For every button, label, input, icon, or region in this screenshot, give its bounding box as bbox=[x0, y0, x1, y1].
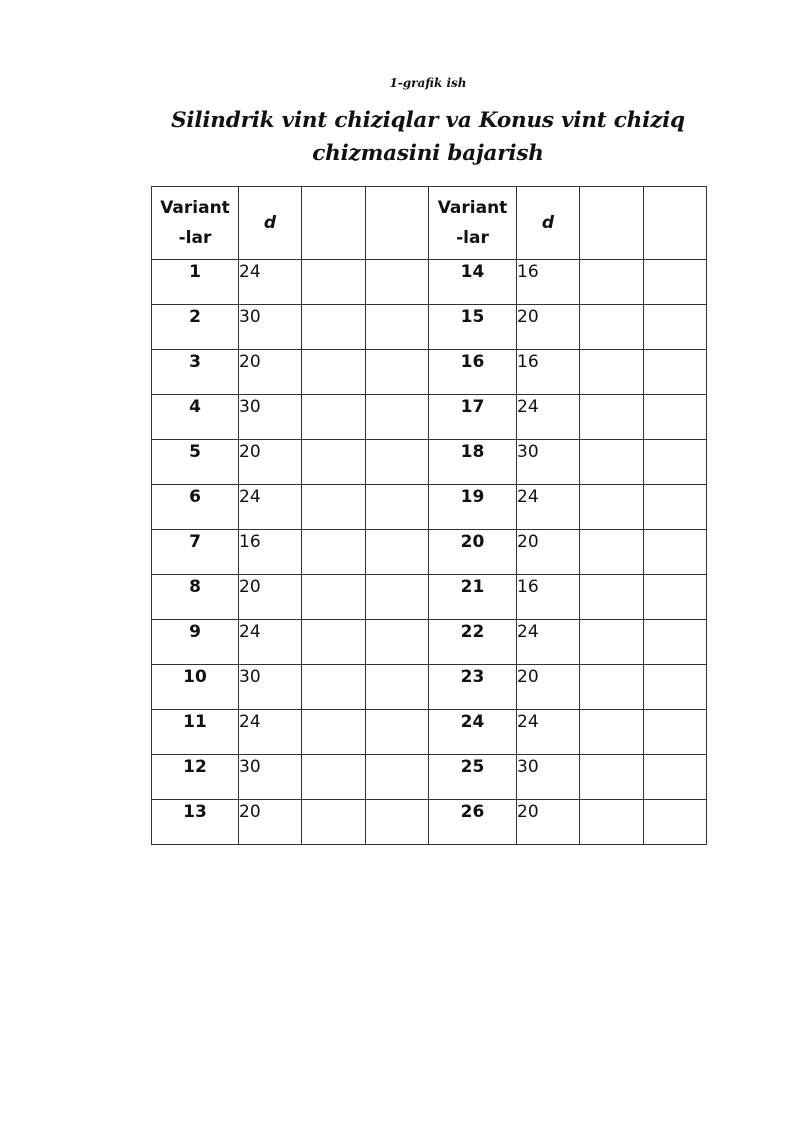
empty-cell bbox=[366, 710, 429, 755]
table-header-row bbox=[152, 187, 707, 260]
variant-number-right: 15 bbox=[429, 305, 517, 350]
variant-number-right: 16 bbox=[429, 350, 517, 395]
header-empty-cell bbox=[302, 187, 366, 260]
d-value-right: 16 bbox=[517, 575, 580, 620]
table-row bbox=[152, 755, 707, 800]
empty-cell bbox=[644, 620, 707, 665]
header-d-right: d bbox=[517, 187, 580, 260]
empty-cell bbox=[580, 350, 644, 395]
d-value-left: 16 bbox=[239, 530, 302, 575]
variant-number-right: 17 bbox=[429, 395, 517, 440]
d-value-left: 30 bbox=[239, 665, 302, 710]
d-value-right: 30 bbox=[517, 755, 580, 800]
header-variant-line1: Variant bbox=[160, 198, 230, 218]
variant-number-right: 26 bbox=[429, 800, 517, 845]
table-row bbox=[152, 665, 707, 710]
empty-cell bbox=[366, 665, 429, 710]
empty-cell bbox=[302, 395, 366, 440]
table-row bbox=[152, 260, 707, 305]
variant-number-left: 8 bbox=[152, 575, 239, 620]
empty-cell bbox=[644, 485, 707, 530]
empty-cell bbox=[644, 305, 707, 350]
empty-cell bbox=[580, 800, 644, 845]
d-value-left: 20 bbox=[239, 800, 302, 845]
empty-cell bbox=[580, 395, 644, 440]
empty-cell bbox=[302, 440, 366, 485]
empty-cell bbox=[366, 440, 429, 485]
variant-number-left: 1 bbox=[152, 260, 239, 305]
variant-number-right: 18 bbox=[429, 440, 517, 485]
variant-number-left: 7 bbox=[152, 530, 239, 575]
empty-cell bbox=[580, 620, 644, 665]
table-row bbox=[152, 620, 707, 665]
d-value-left: 20 bbox=[239, 440, 302, 485]
empty-cell bbox=[302, 485, 366, 530]
variants-table bbox=[151, 186, 707, 845]
d-value-right: 16 bbox=[517, 260, 580, 305]
empty-cell bbox=[366, 350, 429, 395]
empty-cell bbox=[580, 260, 644, 305]
empty-cell bbox=[580, 440, 644, 485]
table-row bbox=[152, 395, 707, 440]
variant-number-right: 23 bbox=[429, 665, 517, 710]
empty-cell bbox=[580, 710, 644, 755]
d-value-left: 24 bbox=[239, 620, 302, 665]
empty-cell bbox=[302, 305, 366, 350]
table-row bbox=[152, 800, 707, 845]
d-value-left: 30 bbox=[239, 395, 302, 440]
d-value-right: 24 bbox=[517, 620, 580, 665]
empty-cell bbox=[644, 665, 707, 710]
d-value-right: 20 bbox=[517, 305, 580, 350]
variant-number-right: 19 bbox=[429, 485, 517, 530]
empty-cell bbox=[644, 260, 707, 305]
d-value-left: 30 bbox=[239, 305, 302, 350]
variant-number-right: 24 bbox=[429, 710, 517, 755]
d-value-right: 24 bbox=[517, 710, 580, 755]
d-value-right: 20 bbox=[517, 800, 580, 845]
d-value-left: 30 bbox=[239, 755, 302, 800]
header-empty-cell bbox=[366, 187, 429, 260]
empty-cell bbox=[580, 485, 644, 530]
document-title: Silindrik vint chiziqlar va Konus vint chiziq chizmasini bajarish bbox=[171, 108, 685, 166]
empty-cell bbox=[644, 395, 707, 440]
empty-cell bbox=[366, 755, 429, 800]
d-value-right: 30 bbox=[517, 440, 580, 485]
table-row bbox=[152, 440, 707, 485]
empty-cell bbox=[580, 755, 644, 800]
variant-number-left: 11 bbox=[152, 710, 239, 755]
variant-number-right: 14 bbox=[429, 260, 517, 305]
empty-cell bbox=[580, 575, 644, 620]
empty-cell bbox=[302, 710, 366, 755]
document-subtitle: 1-grafik ish bbox=[389, 76, 467, 90]
variant-number-left: 12 bbox=[152, 755, 239, 800]
empty-cell bbox=[644, 350, 707, 395]
d-value-left: 24 bbox=[239, 710, 302, 755]
empty-cell bbox=[366, 800, 429, 845]
empty-cell bbox=[366, 395, 429, 440]
variant-number-left: 4 bbox=[152, 395, 239, 440]
empty-cell bbox=[644, 755, 707, 800]
empty-cell bbox=[366, 530, 429, 575]
d-value-right: 24 bbox=[517, 485, 580, 530]
empty-cell bbox=[580, 665, 644, 710]
empty-cell bbox=[644, 800, 707, 845]
d-value-right: 16 bbox=[517, 350, 580, 395]
variant-number-right: 20 bbox=[429, 530, 517, 575]
header-variant-line2: -lar bbox=[456, 228, 489, 248]
table-row bbox=[152, 485, 707, 530]
empty-cell bbox=[302, 575, 366, 620]
variant-number-left: 10 bbox=[152, 665, 239, 710]
d-value-right: 20 bbox=[517, 665, 580, 710]
d-value-left: 20 bbox=[239, 350, 302, 395]
empty-cell bbox=[644, 440, 707, 485]
empty-cell bbox=[644, 575, 707, 620]
table-row bbox=[152, 305, 707, 350]
variant-number-left: 3 bbox=[152, 350, 239, 395]
header-variant-left bbox=[152, 187, 239, 260]
variant-number-left: 13 bbox=[152, 800, 239, 845]
variant-number-right: 22 bbox=[429, 620, 517, 665]
table-row bbox=[152, 530, 707, 575]
variant-number-left: 6 bbox=[152, 485, 239, 530]
variant-number-left: 5 bbox=[152, 440, 239, 485]
empty-cell bbox=[302, 755, 366, 800]
table-row bbox=[152, 575, 707, 620]
empty-cell bbox=[366, 575, 429, 620]
header-variant-right bbox=[429, 187, 517, 260]
empty-cell bbox=[366, 305, 429, 350]
empty-cell bbox=[302, 530, 366, 575]
empty-cell bbox=[366, 260, 429, 305]
empty-cell bbox=[580, 305, 644, 350]
header-variant-line1: Variant bbox=[437, 198, 508, 218]
d-value-left: 24 bbox=[239, 260, 302, 305]
empty-cell bbox=[644, 530, 707, 575]
table-row bbox=[152, 350, 707, 395]
header-empty-cell bbox=[644, 187, 707, 260]
header-empty-cell bbox=[580, 187, 644, 260]
d-value-right: 20 bbox=[517, 530, 580, 575]
empty-cell bbox=[302, 665, 366, 710]
variant-number-right: 25 bbox=[429, 755, 517, 800]
empty-cell bbox=[366, 620, 429, 665]
variant-number-right: 21 bbox=[429, 575, 517, 620]
empty-cell bbox=[302, 620, 366, 665]
empty-cell bbox=[580, 530, 644, 575]
d-value-right: 24 bbox=[517, 395, 580, 440]
header-d-left: d bbox=[239, 187, 302, 260]
variant-number-left: 2 bbox=[152, 305, 239, 350]
d-value-left: 24 bbox=[239, 485, 302, 530]
header-variant-line2: -lar bbox=[178, 228, 212, 248]
empty-cell bbox=[302, 800, 366, 845]
table-row bbox=[152, 710, 707, 755]
empty-cell bbox=[302, 260, 366, 305]
empty-cell bbox=[366, 485, 429, 530]
empty-cell bbox=[302, 350, 366, 395]
d-value-left: 20 bbox=[239, 575, 302, 620]
variant-number-left: 9 bbox=[152, 620, 239, 665]
empty-cell bbox=[644, 710, 707, 755]
